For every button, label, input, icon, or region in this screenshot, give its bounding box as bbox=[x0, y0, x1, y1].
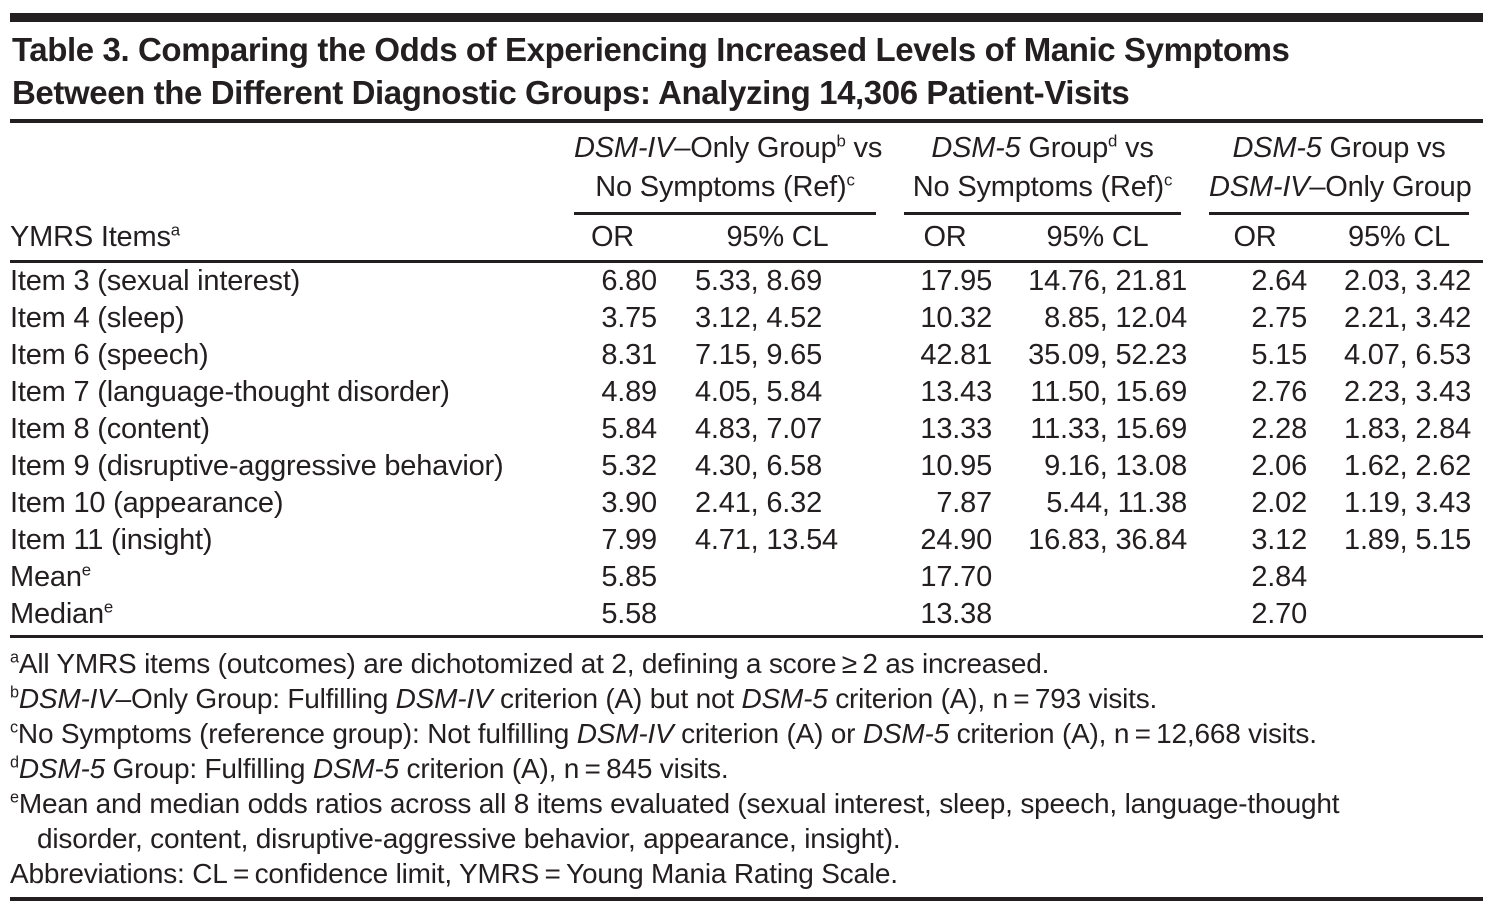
row-label: Item 9 (disruptive-aggressive behavior) bbox=[10, 450, 504, 482]
footnote-e-line2: disorder, content, disruptive-aggressive behavior, appearance, insight). bbox=[37, 823, 901, 854]
or-cell: 2.76 bbox=[1251, 376, 1308, 408]
cl-cell: 9.16, 13.08 bbox=[1044, 450, 1188, 482]
table-row-item-10 bbox=[10, 485, 1483, 522]
row-label: Item 8 (content) bbox=[10, 413, 210, 445]
cl-cell bbox=[665, 559, 890, 596]
cl-cell: 35.09, 52.23 bbox=[1028, 339, 1188, 371]
or-cell: 7.99 bbox=[601, 524, 657, 556]
cl-header-group2: 95% CL bbox=[1000, 215, 1195, 262]
cl-cell: 7.15, 9.65 bbox=[695, 339, 822, 371]
footnote-a: $^a$All YMRS items (outcomes) are dichotomized at 2, defining a score ≥ 2 as increased. bbox=[10, 648, 1050, 679]
cl-cell bbox=[1315, 596, 1483, 637]
row-label: Mean$^e$ bbox=[10, 560, 91, 593]
group3-header-line2: DSM-IV–Only Group bbox=[1209, 171, 1472, 203]
or-cell: 3.75 bbox=[601, 302, 657, 334]
bottom-rule bbox=[10, 897, 1483, 901]
cl-cell: 5.33, 8.69 bbox=[695, 265, 822, 297]
or-cell: 7.87 bbox=[936, 487, 992, 519]
or-cell: 2.84 bbox=[1251, 561, 1308, 593]
cl-cell: 16.83, 36.84 bbox=[1028, 524, 1188, 556]
cl-cell: 2.03, 3.42 bbox=[1344, 265, 1472, 297]
cl-header-group3: 95% CL bbox=[1315, 215, 1483, 262]
or-cell: 5.58 bbox=[560, 596, 665, 637]
stub-header-label: YMRS Items bbox=[10, 221, 171, 253]
or-cell: 5.84 bbox=[601, 413, 657, 445]
title-rule bbox=[10, 119, 1483, 123]
or-header-group3: OR bbox=[1195, 215, 1315, 262]
cl-cell: 11.50, 15.69 bbox=[1030, 376, 1188, 408]
or-cell: 3.90 bbox=[601, 487, 657, 519]
or-cell: 13.43 bbox=[920, 376, 992, 408]
or-cell: 17.70 bbox=[920, 561, 992, 593]
cl-header-group1: 95% CL bbox=[665, 215, 890, 262]
cl-cell: 1.83, 2.84 bbox=[1344, 413, 1472, 445]
table-row-item-9 bbox=[10, 448, 1483, 485]
cl-cell: 1.19, 3.43 bbox=[1344, 487, 1472, 519]
group2-header-line1: DSM-5 Group$^d$ vs bbox=[931, 131, 1154, 164]
cl-cell: 4.83, 7.07 bbox=[695, 413, 822, 445]
cl-cell: 1.89, 5.15 bbox=[1344, 524, 1472, 556]
table-row-item-7 bbox=[10, 374, 1483, 411]
footnote-marker-a: a bbox=[170, 220, 180, 240]
or-cell: 6.80 bbox=[601, 265, 657, 297]
cl-cell: 2.23, 3.43 bbox=[1344, 376, 1472, 408]
row-label: Item 10 (appearance) bbox=[10, 487, 284, 519]
or-cell: 2.75 bbox=[1251, 302, 1308, 334]
cl-cell: 11.33, 15.69 bbox=[1030, 413, 1188, 445]
column-group-dsm-5-vs-dsm-iv-only bbox=[1195, 125, 1483, 215]
or-header-group2: OR bbox=[890, 215, 1000, 262]
or-cell: 2.28 bbox=[1251, 413, 1308, 445]
table-row-median bbox=[10, 596, 1483, 637]
or-cell: 17.95 bbox=[920, 265, 992, 297]
or-cell: 2.06 bbox=[1251, 450, 1308, 482]
or-cell: 3.12 bbox=[1251, 524, 1308, 556]
table-row-item-4 bbox=[10, 300, 1483, 337]
or-cell: 5.85 bbox=[601, 561, 657, 593]
cl-cell: 14.76, 21.81 bbox=[1028, 265, 1188, 297]
cl-cell: 4.05, 5.84 bbox=[695, 376, 822, 408]
table-figure bbox=[10, 0, 1483, 901]
row-label: Median$^e$ bbox=[10, 596, 560, 637]
row-label: Item 3 (sexual interest) bbox=[10, 265, 301, 297]
or-cell: 24.90 bbox=[920, 524, 992, 556]
or-cell: 13.33 bbox=[920, 413, 992, 445]
footnotes-block bbox=[10, 638, 1483, 891]
table-row-item-11 bbox=[10, 522, 1483, 559]
table-title bbox=[12, 28, 1483, 114]
cl-cell bbox=[1000, 596, 1195, 637]
cl-cell: 5.44, 11.38 bbox=[1046, 487, 1188, 519]
row-label: Item 7 (language-thought disorder) bbox=[10, 376, 450, 408]
row-label: Item 11 (insight) bbox=[10, 524, 213, 556]
or-cell: 10.95 bbox=[920, 450, 992, 482]
table-row-item-3 bbox=[10, 262, 1483, 301]
or-cell: 5.32 bbox=[601, 450, 657, 482]
cl-cell: 2.21, 3.42 bbox=[1344, 302, 1472, 334]
cl-cell: 3.12, 4.52 bbox=[695, 302, 822, 334]
group1-header-line1: DSM-IV–Only Group$^b$ vs bbox=[574, 131, 883, 164]
or-cell: 2.02 bbox=[1251, 487, 1308, 519]
or-cell: 8.31 bbox=[601, 339, 657, 371]
table-row-item-6 bbox=[10, 337, 1483, 374]
cl-cell: 8.85, 12.04 bbox=[1044, 302, 1188, 334]
or-cell: 5.15 bbox=[1251, 339, 1308, 371]
footnote-b: $^b$DSM-IV–Only Group: Fulfilling DSM-IV criterion (A) but not DSM-5 criterion (A), n = 793 visits. bbox=[10, 683, 1158, 714]
cl-cell bbox=[1315, 559, 1483, 596]
footnote-c: $^c$No Symptoms (reference group): Not fulfilling DSM-IV criterion (A) or DSM-5 criterion (A), n = 12,668 visits. bbox=[10, 718, 1317, 749]
cl-cell: 4.30, 6.58 bbox=[695, 450, 822, 482]
table-row-mean bbox=[10, 559, 1483, 596]
table-row-item-8 bbox=[10, 411, 1483, 448]
cl-cell: 4.71, 13.54 bbox=[695, 524, 838, 556]
or-cell: 10.32 bbox=[920, 302, 992, 334]
odds-ratio-table bbox=[10, 125, 1483, 638]
table-title-line2: Between the Different Diagnostic Groups: Analyzing 14,306 Patient-Visits bbox=[12, 74, 1130, 111]
table-title-line1: Table 3. Comparing the Odds of Experiencing Increased Levels of Manic Symptoms bbox=[12, 31, 1290, 68]
cl-cell: 1.62, 2.62 bbox=[1344, 450, 1472, 482]
group3-header-line1: DSM-5 Group vs bbox=[1232, 132, 1446, 164]
cl-cell bbox=[1000, 559, 1195, 596]
stub-header-ymrs-items bbox=[10, 125, 560, 262]
top-rule-bar bbox=[10, 13, 1483, 22]
column-group-dsm-5-vs-no-symptoms bbox=[890, 125, 1195, 215]
or-header-group1: OR bbox=[560, 215, 665, 262]
row-label: Item 6 (speech) bbox=[10, 339, 209, 371]
group2-header-line2: No Symptoms (Ref)$^c$ bbox=[912, 170, 1173, 203]
or-cell: 2.70 bbox=[1195, 596, 1315, 637]
footnote-abbreviations: Abbreviations: CL = confidence limit, YMRS = Young Mania Rating Scale. bbox=[10, 858, 898, 889]
cl-cell: 2.41, 6.32 bbox=[695, 487, 822, 519]
or-cell: 42.81 bbox=[920, 339, 992, 371]
group1-header-line2: No Symptoms (Ref)$^c$ bbox=[595, 170, 855, 203]
or-cell: 4.89 bbox=[601, 376, 657, 408]
group-header-row bbox=[10, 125, 1483, 215]
or-cell: 2.64 bbox=[1251, 265, 1308, 297]
cl-cell: 4.07, 6.53 bbox=[1344, 339, 1472, 371]
footnote-marker-e: e bbox=[103, 597, 114, 617]
row-label: Item 4 (sleep) bbox=[10, 302, 185, 334]
column-group-dsm-iv-only-vs-no-symptoms bbox=[560, 125, 890, 215]
footnote-e-line1: $^e$Mean and median odds ratios across all 8 items evaluated (sexual interest, sleep, speech, language-thought bbox=[10, 788, 1340, 819]
or-cell: 13.38 bbox=[890, 596, 1000, 637]
cl-cell bbox=[665, 596, 890, 637]
footnote-d: $^d$DSM-5 Group: Fulfilling DSM-5 criterion (A), n = 845 visits. bbox=[10, 753, 729, 784]
footnote-marker-e: e bbox=[81, 560, 91, 580]
